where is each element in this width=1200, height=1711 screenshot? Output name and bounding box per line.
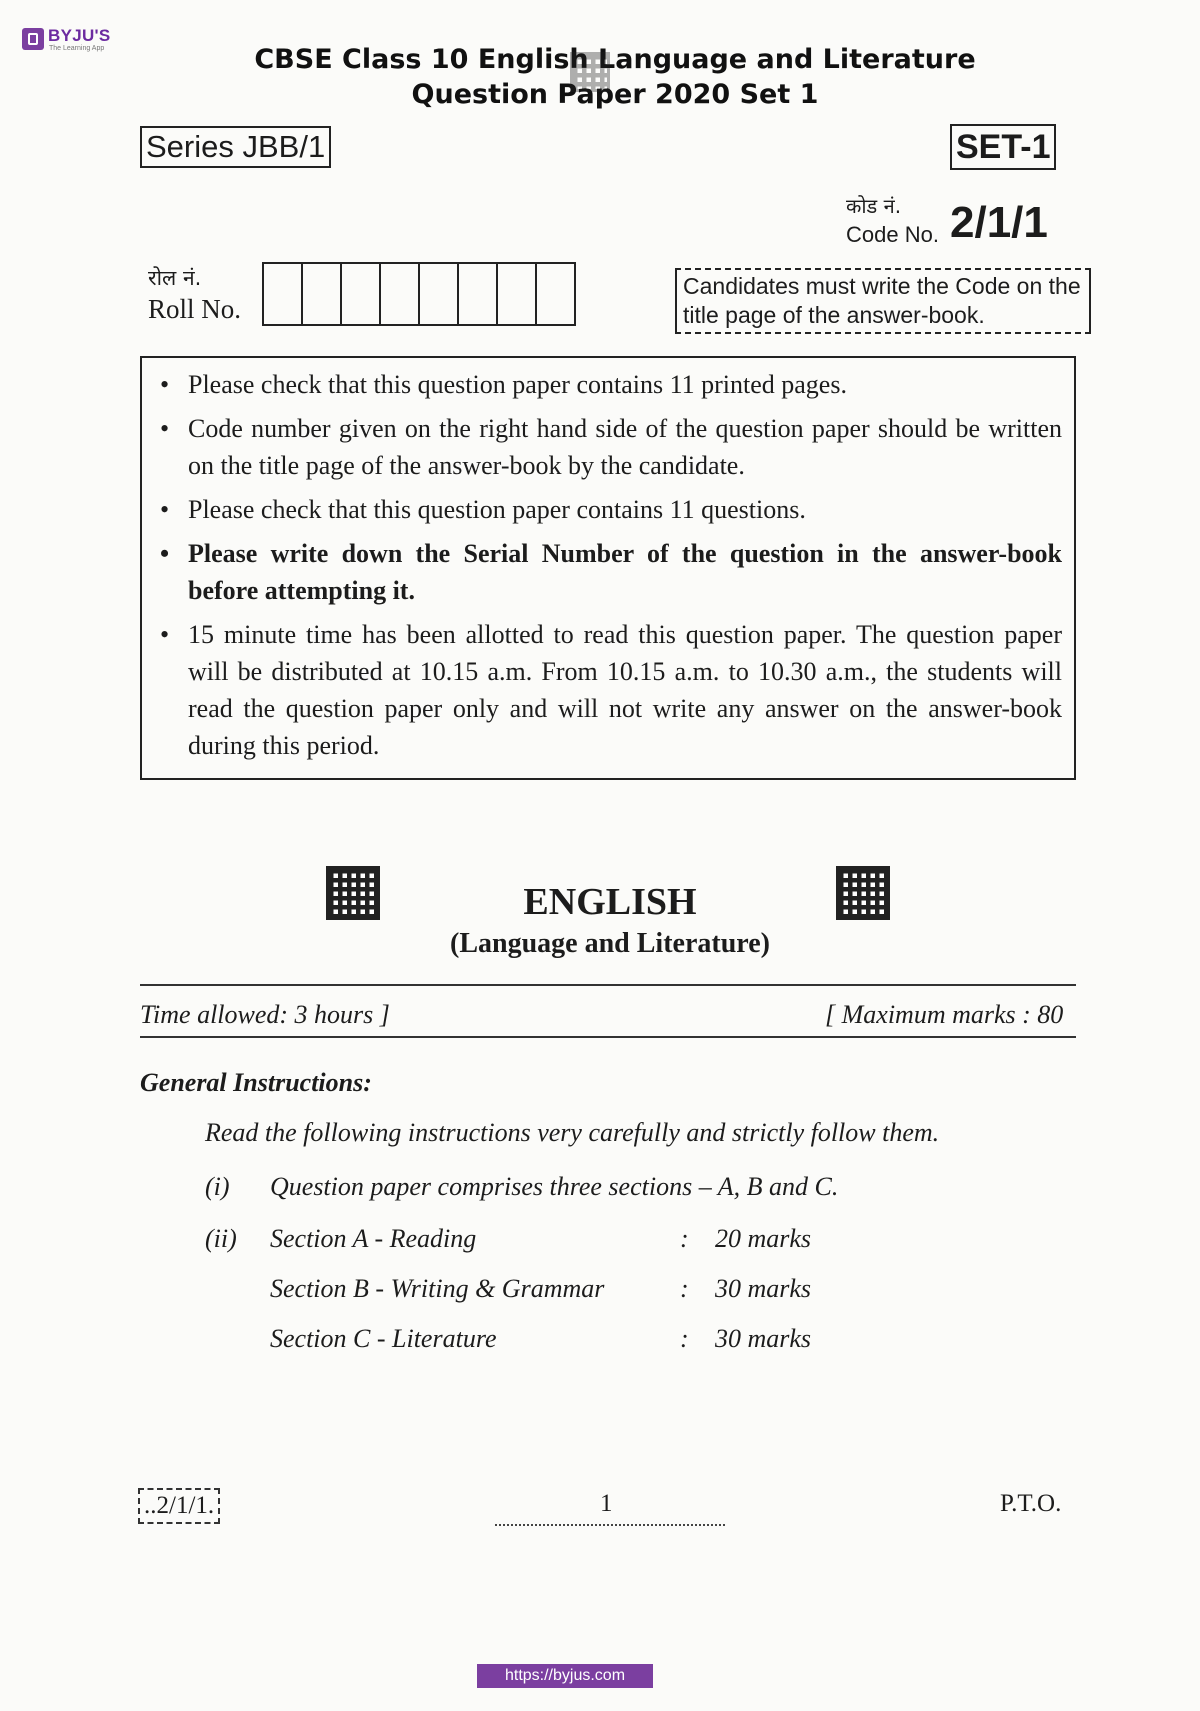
section-separator: : xyxy=(680,1274,689,1303)
section-name: Section A - Reading xyxy=(270,1224,477,1253)
section-marks: 30 marks xyxy=(715,1274,812,1303)
roll-label: Roll No. xyxy=(148,294,242,324)
instruction-item: • Code number given on the right hand side of the question paper should be written on the title page of the answer-book by the candidate. xyxy=(188,410,1062,484)
logo-tagline: The Learning App xyxy=(49,45,105,52)
footer-code: ..2/1/1. xyxy=(138,1488,220,1524)
divider xyxy=(140,984,1076,986)
section-separator: : xyxy=(680,1324,689,1353)
section-name: Section B - Writing & Grammar xyxy=(270,1274,605,1303)
instruction-number: (ii) xyxy=(205,1224,237,1253)
instruction-text: Question paper comprises three sections – A, B and C. xyxy=(270,1172,839,1201)
general-instructions-intro: Read the following instructions very carefully and strictly follow them. xyxy=(205,1118,940,1147)
roll-hindi-label: रोल नं. xyxy=(148,266,202,290)
divider xyxy=(495,1524,725,1526)
section-marks: 20 marks xyxy=(715,1224,812,1253)
roll-digit-box[interactable] xyxy=(264,264,303,324)
title-line-2: Question Paper 2020 Set 1 xyxy=(411,79,819,110)
logo-name: BYJU'S xyxy=(48,26,111,45)
roll-digit-box[interactable] xyxy=(498,264,537,324)
section-marks: 30 marks xyxy=(715,1324,812,1353)
page-number: 1 xyxy=(600,1490,613,1517)
qr-code-icon xyxy=(326,866,380,920)
code-hindi-label: कोड नं. xyxy=(846,194,902,218)
code-label: Code No. xyxy=(846,222,939,247)
roll-digit-box[interactable] xyxy=(537,264,576,324)
byjus-logo xyxy=(22,26,118,56)
roll-digit-box[interactable] xyxy=(381,264,420,324)
set-label: SET-1 xyxy=(950,124,1056,170)
website-link[interactable]: https://byjus.com xyxy=(477,1664,653,1688)
general-instructions-heading: General Instructions: xyxy=(140,1068,372,1097)
instruction-item: • Please write down the Serial Number of the question in the answer-book before attempting it. xyxy=(188,535,1062,609)
roll-number-boxes[interactable] xyxy=(262,262,576,326)
instruction-item: • 15 minute time has been allotted to read this question paper. The question paper will be distributed at 10.15 a.m. From 10.15 a.m. to 10.30 a.m., the students will read the question paper only and will not write any answer on the answer-book during this period. xyxy=(188,616,1062,764)
candidate-note: Candidates must write the Code on the title page of the answer-book. xyxy=(675,268,1091,334)
document-title xyxy=(200,42,1030,112)
roll-digit-box[interactable] xyxy=(303,264,342,324)
title-line-1: CBSE Class 10 English Language and Literature xyxy=(254,44,976,75)
instructions-box xyxy=(140,356,1076,780)
instruction-number: (i) xyxy=(205,1172,230,1201)
pto-label: P.T.O. xyxy=(1000,1490,1062,1517)
qr-code-icon xyxy=(570,52,610,92)
code-value: 2/1/1 xyxy=(950,198,1048,247)
instruction-item: • Please check that this question paper contains 11 questions. xyxy=(188,491,1062,528)
time-allowed: Time allowed: 3 hours ] xyxy=(140,1000,390,1029)
series-label: Series JBB/1 xyxy=(140,126,331,168)
section-separator: : xyxy=(680,1224,689,1253)
divider xyxy=(140,1036,1076,1038)
subject-name: ENGLISH xyxy=(523,881,697,923)
logo-icon xyxy=(22,28,44,50)
subject-subtitle: (Language and Literature) xyxy=(450,928,770,959)
max-marks: [ Maximum marks : 80 xyxy=(825,1000,1064,1029)
section-name: Section C - Literature xyxy=(270,1324,497,1353)
roll-digit-box[interactable] xyxy=(342,264,381,324)
qr-code-icon xyxy=(836,866,890,920)
roll-digit-box[interactable] xyxy=(420,264,459,324)
roll-digit-box[interactable] xyxy=(459,264,498,324)
instruction-item: • Please check that this question paper contains 11 printed pages. xyxy=(188,366,1062,403)
